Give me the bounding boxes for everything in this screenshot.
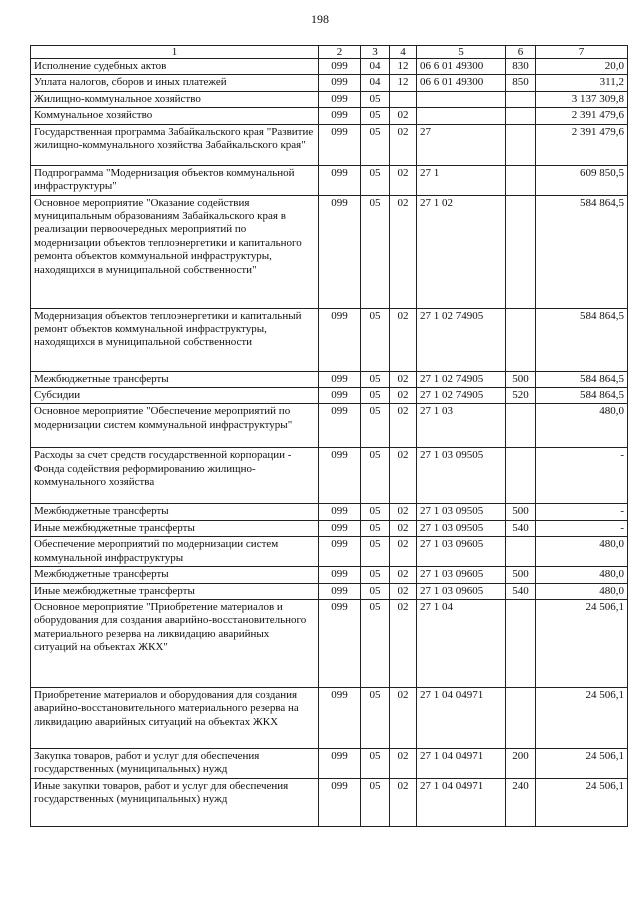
cell-vr: [506, 600, 536, 688]
cell-rz: 05: [361, 583, 390, 599]
cell-csr: 27 1: [417, 165, 506, 195]
cell-rz: 05: [361, 537, 390, 567]
cell-pr: [390, 91, 417, 107]
cell-sum: 584 864,5: [536, 308, 628, 371]
cell-csr: 27 1 03 09505: [417, 504, 506, 520]
table-row: [31, 165, 628, 195]
cell-vr: [506, 195, 536, 308]
cell-pr: 02: [390, 504, 417, 520]
cell-name: Коммунальное хозяйство: [31, 108, 319, 124]
cell-rz: 05: [361, 124, 390, 165]
cell-pr: 02: [390, 388, 417, 404]
cell-vr: 500: [506, 371, 536, 387]
table-row: [31, 388, 628, 404]
cell-vr: [506, 91, 536, 107]
cell-sum: 24 506,1: [536, 688, 628, 749]
cell-gr: 099: [319, 308, 361, 371]
cell-sum: 584 864,5: [536, 371, 628, 387]
cell-pr: 02: [390, 600, 417, 688]
cell-rz: 05: [361, 308, 390, 371]
table-row: [31, 108, 628, 124]
table-row: [31, 504, 628, 520]
cell-pr: 02: [390, 308, 417, 371]
cell-sum: 24 506,1: [536, 749, 628, 779]
cell-csr: 27 1 03 09505: [417, 520, 506, 536]
table-row: [31, 404, 628, 448]
cell-gr: 099: [319, 108, 361, 124]
cell-sum: 480,0: [536, 583, 628, 599]
cell-rz: 05: [361, 195, 390, 308]
cell-sum: 609 850,5: [536, 165, 628, 195]
cell-vr: [506, 404, 536, 448]
cell-pr: 02: [390, 567, 417, 583]
cell-name: Основное мероприятие "Обеспечение мероприятий по модернизации систем коммунальной инфраструктуры": [31, 404, 319, 448]
cell-sum: -: [536, 504, 628, 520]
column-header: 3: [361, 46, 390, 59]
cell-vr: 520: [506, 388, 536, 404]
cell-name: Иные межбюджетные трансферты: [31, 583, 319, 599]
cell-name: Обеспечение мероприятий по модернизации систем коммунальной инфраструктуры: [31, 537, 319, 567]
cell-vr: [506, 688, 536, 749]
column-header: 2: [319, 46, 361, 59]
table-row: [31, 778, 628, 826]
table-row: [31, 448, 628, 504]
cell-vr: 540: [506, 583, 536, 599]
cell-name: Модернизация объектов теплоэнергетики и капитальный ремонт объектов коммунальной инфраструктуры, находящихся в муниципальной собственности: [31, 308, 319, 371]
cell-sum: -: [536, 448, 628, 504]
cell-gr: 099: [319, 195, 361, 308]
cell-gr: 099: [319, 567, 361, 583]
cell-gr: 099: [319, 504, 361, 520]
cell-rz: 04: [361, 75, 390, 91]
cell-vr: [506, 537, 536, 567]
cell-gr: 099: [319, 91, 361, 107]
table-row: [31, 567, 628, 583]
cell-sum: 2 391 479,6: [536, 108, 628, 124]
cell-rz: 05: [361, 371, 390, 387]
cell-csr: 27 1 02: [417, 195, 506, 308]
cell-pr: 02: [390, 448, 417, 504]
cell-rz: 05: [361, 448, 390, 504]
cell-sum: 480,0: [536, 404, 628, 448]
cell-vr: 200: [506, 749, 536, 779]
cell-name: Приобретение материалов и оборудования для создания аварийно-восстановительного материального резерва на ликвидацию аварийных ситуаций на объектах ЖКХ: [31, 688, 319, 749]
cell-rz: 05: [361, 567, 390, 583]
column-header: 1: [31, 46, 319, 59]
cell-vr: 830: [506, 59, 536, 75]
table-row: [31, 59, 628, 75]
cell-pr: 02: [390, 778, 417, 826]
cell-pr: 02: [390, 165, 417, 195]
cell-rz: 05: [361, 91, 390, 107]
table-row: [31, 600, 628, 688]
table-row: [31, 749, 628, 779]
cell-sum: 24 506,1: [536, 778, 628, 826]
table-row: [31, 583, 628, 599]
cell-name: Подпрограмма "Модернизация объектов коммунальной инфраструктуры": [31, 165, 319, 195]
cell-csr: 27 1 03: [417, 404, 506, 448]
cell-name: Государственная программа Забайкальского края "Развитие жилищно-коммунального хозяйства Забайкальского края": [31, 124, 319, 165]
cell-gr: 099: [319, 404, 361, 448]
cell-name: Жилищно-коммунальное хозяйство: [31, 91, 319, 107]
cell-rz: 05: [361, 520, 390, 536]
cell-csr: 27 1 04 04971: [417, 778, 506, 826]
table-body: [31, 59, 628, 827]
cell-rz: 05: [361, 600, 390, 688]
cell-csr: 27 1 04: [417, 600, 506, 688]
cell-sum: 480,0: [536, 537, 628, 567]
cell-name: Иные межбюджетные трансферты: [31, 520, 319, 536]
cell-sum: 2 391 479,6: [536, 124, 628, 165]
cell-vr: [506, 124, 536, 165]
cell-csr: 27 1 04 04971: [417, 688, 506, 749]
cell-sum: 584 864,5: [536, 388, 628, 404]
cell-name: Уплата налогов, сборов и иных платежей: [31, 75, 319, 91]
cell-csr: 06 6 01 49300: [417, 59, 506, 75]
cell-sum: 24 506,1: [536, 600, 628, 688]
cell-csr: 27 1 03 09605: [417, 537, 506, 567]
cell-rz: 05: [361, 165, 390, 195]
cell-name: Основное мероприятие "Приобретение материалов и оборудования для создания аварийно-восстановительного материального резерва на ликвидацию аварийных ситуаций на объектах ЖКХ": [31, 600, 319, 688]
cell-name: Иные закупки товаров, работ и услуг для обеспечения государственных (муниципальных) нужд: [31, 778, 319, 826]
column-header: 7: [536, 46, 628, 59]
cell-gr: 099: [319, 688, 361, 749]
cell-pr: 02: [390, 688, 417, 749]
cell-gr: 099: [319, 59, 361, 75]
cell-vr: [506, 165, 536, 195]
cell-name: Основное мероприятие "Оказание содействия муниципальным образованиям Забайкальского края в реализации первоочередных мероприятий по модернизации объектов теплоэнергетики и капитального ремонта объектов коммунальной инфраструктуры, находящихся в муниципальной собственности": [31, 195, 319, 308]
cell-pr: 02: [390, 124, 417, 165]
table-row: [31, 688, 628, 749]
cell-vr: 240: [506, 778, 536, 826]
cell-csr: 27 1 02 74905: [417, 308, 506, 371]
cell-name: Расходы за счет средств государственной корпорации - Фонда содействия реформированию жилищно-коммунального хозяйства: [31, 448, 319, 504]
cell-csr: 27 1 02 74905: [417, 371, 506, 387]
cell-csr: 27 1 04 04971: [417, 749, 506, 779]
page-number: 198: [311, 12, 329, 26]
cell-vr: [506, 308, 536, 371]
cell-gr: 099: [319, 537, 361, 567]
cell-gr: 099: [319, 520, 361, 536]
cell-name: Межбюджетные трансферты: [31, 567, 319, 583]
cell-vr: 540: [506, 520, 536, 536]
table-row: [31, 308, 628, 371]
table-row: [31, 124, 628, 165]
cell-sum: 584 864,5: [536, 195, 628, 308]
cell-rz: 04: [361, 59, 390, 75]
cell-sum: 311,2: [536, 75, 628, 91]
column-header: 5: [417, 46, 506, 59]
cell-pr: 02: [390, 404, 417, 448]
cell-csr: [417, 91, 506, 107]
cell-vr: 500: [506, 504, 536, 520]
cell-pr: 12: [390, 59, 417, 75]
table-row: [31, 195, 628, 308]
table-row: [31, 537, 628, 567]
cell-rz: 05: [361, 688, 390, 749]
cell-gr: 099: [319, 778, 361, 826]
cell-gr: 099: [319, 388, 361, 404]
cell-csr: 27 1 03 09605: [417, 567, 506, 583]
column-header: 6: [506, 46, 536, 59]
cell-pr: 02: [390, 108, 417, 124]
cell-pr: 02: [390, 195, 417, 308]
cell-csr: 27 1 03 09505: [417, 448, 506, 504]
table-header-row: [31, 46, 628, 59]
cell-pr: 02: [390, 583, 417, 599]
cell-sum: 3 137 309,8: [536, 91, 628, 107]
cell-rz: 05: [361, 778, 390, 826]
cell-pr: 02: [390, 537, 417, 567]
cell-name: Межбюджетные трансферты: [31, 371, 319, 387]
cell-vr: [506, 448, 536, 504]
budget-table: [30, 45, 628, 827]
cell-gr: 099: [319, 371, 361, 387]
cell-sum: 480,0: [536, 567, 628, 583]
table-row: [31, 91, 628, 107]
cell-pr: 02: [390, 371, 417, 387]
cell-gr: 099: [319, 600, 361, 688]
table-row: [31, 75, 628, 91]
cell-name: Межбюджетные трансферты: [31, 504, 319, 520]
cell-rz: 05: [361, 504, 390, 520]
cell-rz: 05: [361, 749, 390, 779]
cell-csr: 06 6 01 49300: [417, 75, 506, 91]
cell-csr: 27 1 03 09605: [417, 583, 506, 599]
cell-rz: 05: [361, 404, 390, 448]
cell-vr: 500: [506, 567, 536, 583]
cell-name: Закупка товаров, работ и услуг для обеспечения государственных (муниципальных) нужд: [31, 749, 319, 779]
cell-gr: 099: [319, 448, 361, 504]
cell-gr: 099: [319, 749, 361, 779]
cell-gr: 099: [319, 124, 361, 165]
cell-gr: 099: [319, 583, 361, 599]
cell-pr: 02: [390, 520, 417, 536]
cell-vr: 850: [506, 75, 536, 91]
table-row: [31, 371, 628, 387]
table-row: [31, 520, 628, 536]
column-header: 4: [390, 46, 417, 59]
cell-name: Исполнение судебных актов: [31, 59, 319, 75]
cell-rz: 05: [361, 388, 390, 404]
cell-csr: [417, 108, 506, 124]
cell-csr: 27 1 02 74905: [417, 388, 506, 404]
cell-sum: -: [536, 520, 628, 536]
cell-gr: 099: [319, 75, 361, 91]
cell-rz: 05: [361, 108, 390, 124]
cell-pr: 12: [390, 75, 417, 91]
cell-csr: 27: [417, 124, 506, 165]
cell-vr: [506, 108, 536, 124]
cell-name: Субсидии: [31, 388, 319, 404]
cell-sum: 20,0: [536, 59, 628, 75]
cell-pr: 02: [390, 749, 417, 779]
cell-gr: 099: [319, 165, 361, 195]
